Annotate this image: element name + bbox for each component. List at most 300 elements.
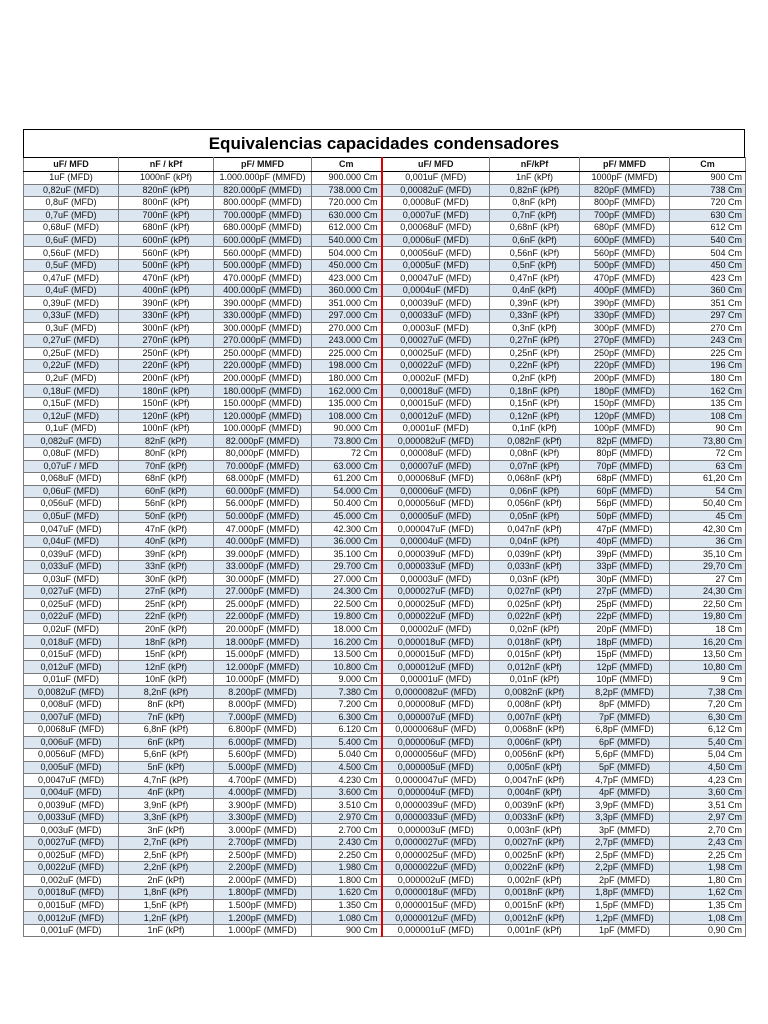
cell-cm-right: 738 Cm: [670, 184, 746, 197]
table-row: [24, 535, 746, 548]
cell-pf-left: 68.000pF (MMFD): [214, 473, 312, 486]
cell-cm-left: 50.400 Cm: [312, 498, 382, 511]
cell-pf-left: 250.000pF (MMFD): [214, 347, 312, 360]
cell-nf-right: 0,056nF (kPf): [490, 498, 580, 511]
cell-pf-left: 1.500pF (MMFD): [214, 899, 312, 912]
table-row: [24, 460, 746, 473]
cell-pf-right: 1,8pF (MMFD): [580, 887, 670, 900]
cell-cm-right: 63 Cm: [670, 460, 746, 473]
table-row: [24, 736, 746, 749]
cell-pf-right: 8,2pF (MMFD): [580, 686, 670, 699]
table-row: [24, 422, 746, 435]
cell-nf-left: 2,5nF (kPf): [119, 849, 214, 862]
cell-cm-left: 900.000 Cm: [312, 172, 382, 185]
cell-nf-right: 0,07nF (kPf): [490, 460, 580, 473]
cell-pf-left: 1.800pF (MMFD): [214, 887, 312, 900]
cell-cm-left: 2.430 Cm: [312, 836, 382, 849]
cell-nf-right: 0,02nF (kPf): [490, 623, 580, 636]
cell-nf-left: 180nF (kPf): [119, 385, 214, 398]
cell-pf-right: 680pF (MMFD): [580, 222, 670, 235]
cell-nf-left: 68nF (kPf): [119, 473, 214, 486]
cell-uf-right: 0,00082uF (MFD): [382, 184, 490, 197]
table-row: [24, 749, 746, 762]
header-nf-left: nF / kPf: [119, 158, 214, 172]
cell-nf-right: 0,33nF (kPf): [490, 310, 580, 323]
table-row: [24, 360, 746, 373]
cell-cm-left: 61.200 Cm: [312, 473, 382, 486]
table-row: [24, 887, 746, 900]
cell-uf-left: 0,033uF (MFD): [24, 560, 119, 573]
cell-pf-left: 270.000pF (MMFD): [214, 335, 312, 348]
cell-uf-left: 0,25uF (MFD): [24, 347, 119, 360]
cell-uf-right: 0,0003uF (MFD): [382, 322, 490, 335]
cell-pf-right: 4pF (MMFD): [580, 786, 670, 799]
cell-nf-left: 60nF (kPf): [119, 485, 214, 498]
cell-uf-left: 0,04uF (MFD): [24, 535, 119, 548]
cell-nf-right: 0,12nF (kPf): [490, 410, 580, 423]
cell-pf-right: 300pF (MMFD): [580, 322, 670, 335]
table-row: [24, 209, 746, 222]
cell-uf-left: 0,05uF (MFD): [24, 510, 119, 523]
table-row: [24, 586, 746, 599]
cell-nf-left: 600nF (kPf): [119, 234, 214, 247]
cell-uf-left: 0,82uF (MFD): [24, 184, 119, 197]
cell-pf-left: 100.000pF (MMFD): [214, 422, 312, 435]
table-row: [24, 310, 746, 323]
cell-cm-left: 4.500 Cm: [312, 761, 382, 774]
table-row: [24, 560, 746, 573]
cell-nf-right: 0,08nF (kPf): [490, 448, 580, 461]
cell-cm-left: 9.000 Cm: [312, 673, 382, 686]
cell-nf-left: 1,5nF (kPf): [119, 899, 214, 912]
cell-nf-left: 2nF (kPf): [119, 874, 214, 887]
cell-pf-left: 40.000pF (MMFD): [214, 535, 312, 548]
cell-uf-right: 0,00008uF (MFD): [382, 448, 490, 461]
cell-cm-left: 1.080 Cm: [312, 912, 382, 925]
table-row: [24, 924, 746, 937]
table-row: [24, 661, 746, 674]
cell-pf-left: 7.000pF (MMFD): [214, 711, 312, 724]
cell-nf-left: 2,7nF (kPf): [119, 836, 214, 849]
table-row: [24, 912, 746, 925]
table-row: [24, 774, 746, 787]
cell-uf-right: 0,000068uF (MFD): [382, 473, 490, 486]
cell-pf-right: 40pF (MMFD): [580, 535, 670, 548]
cell-pf-left: 15.000pF (MMFD): [214, 648, 312, 661]
cell-cm-right: 29,70 Cm: [670, 560, 746, 573]
cell-nf-right: 0,0018nF (kPf): [490, 887, 580, 900]
cell-nf-left: 4nF (kPf): [119, 786, 214, 799]
cell-pf-right: 150pF (MMFD): [580, 397, 670, 410]
cell-uf-right: 0,0000082uF (MFD): [382, 686, 490, 699]
cell-uf-left: 0,3uF (MFD): [24, 322, 119, 335]
cell-uf-right: 0,001uF (MFD): [382, 172, 490, 185]
cell-nf-left: 560nF (kPf): [119, 247, 214, 260]
cell-uf-left: 0,0025uF (MFD): [24, 849, 119, 862]
cell-cm-left: 1.620 Cm: [312, 887, 382, 900]
cell-cm-right: 720 Cm: [670, 197, 746, 210]
cell-uf-left: 0,0039uF (MFD): [24, 799, 119, 812]
cell-uf-right: 0,00018uF (MFD): [382, 385, 490, 398]
cell-uf-left: 0,003uF (MFD): [24, 824, 119, 837]
cell-nf-right: 0,0025nF (kPf): [490, 849, 580, 862]
cell-uf-right: 0,0000025uF (MFD): [382, 849, 490, 862]
cell-cm-right: 16,20 Cm: [670, 636, 746, 649]
cell-pf-left: 150.000pF (MMFD): [214, 397, 312, 410]
cell-nf-left: 3,9nF (kPf): [119, 799, 214, 812]
cell-cm-right: 450 Cm: [670, 259, 746, 272]
cell-cm-right: 1,08 Cm: [670, 912, 746, 925]
cell-pf-right: 70pF (MMFD): [580, 460, 670, 473]
cell-uf-right: 0,000003uF (MFD): [382, 824, 490, 837]
cell-cm-right: 50,40 Cm: [670, 498, 746, 511]
cell-nf-right: 0,006nF (kPf): [490, 736, 580, 749]
cell-cm-left: 19.800 Cm: [312, 611, 382, 624]
cell-pf-left: 5.600pF (MMFD): [214, 749, 312, 762]
cell-cm-left: 10.800 Cm: [312, 661, 382, 674]
cell-uf-left: 0,0068uF (MFD): [24, 724, 119, 737]
cell-cm-left: 29.700 Cm: [312, 560, 382, 573]
cell-nf-left: 400nF (kPf): [119, 284, 214, 297]
cell-uf-right: 0,000001uF (MFD): [382, 924, 490, 937]
cell-cm-right: 243 Cm: [670, 335, 746, 348]
cell-nf-right: 0,7nF (kPf): [490, 209, 580, 222]
cell-pf-left: 8.200pF (MMFD): [214, 686, 312, 699]
cell-pf-right: 820pF (MMFD): [580, 184, 670, 197]
cell-pf-right: 2pF (MMFD): [580, 874, 670, 887]
cell-pf-right: 1,2pF (MMFD): [580, 912, 670, 925]
cell-nf-right: 0,0056nF (kPf): [490, 749, 580, 762]
cell-nf-right: 0,0022nF (kPf): [490, 862, 580, 875]
cell-pf-left: 12.000pF (MMFD): [214, 661, 312, 674]
cell-uf-right: 0,000005uF (MFD): [382, 761, 490, 774]
cell-uf-right: 0,00002uF (MFD): [382, 623, 490, 636]
cell-cm-right: 22,50 Cm: [670, 598, 746, 611]
cell-nf-left: 1,2nF (kPf): [119, 912, 214, 925]
cell-pf-right: 27pF (MMFD): [580, 586, 670, 599]
table-row: [24, 473, 746, 486]
table-row: [24, 849, 746, 862]
cell-nf-left: 470nF (kPf): [119, 272, 214, 285]
cell-cm-right: 3,60 Cm: [670, 786, 746, 799]
cell-pf-right: 6,8pF (MMFD): [580, 724, 670, 737]
cell-pf-left: 22.000pF (MMFD): [214, 611, 312, 624]
cell-pf-right: 22pF (MMFD): [580, 611, 670, 624]
cell-pf-left: 120.000pF (MMFD): [214, 410, 312, 423]
cell-pf-right: 390pF (MMFD): [580, 297, 670, 310]
table-body: [24, 172, 746, 937]
cell-uf-left: 0,01uF (MFD): [24, 673, 119, 686]
cell-uf-right: 0,0006uF (MFD): [382, 234, 490, 247]
cell-cm-right: 61,20 Cm: [670, 473, 746, 486]
cell-cm-left: 45.000 Cm: [312, 510, 382, 523]
cell-nf-right: 0,18nF (kPf): [490, 385, 580, 398]
cell-pf-left: 18.000pF (MMFD): [214, 636, 312, 649]
cell-pf-right: 6pF (MMFD): [580, 736, 670, 749]
cell-pf-right: 18pF (MMFD): [580, 636, 670, 649]
cell-uf-left: 0,06uF (MFD): [24, 485, 119, 498]
cell-pf-right: 39pF (MMFD): [580, 548, 670, 561]
cell-nf-left: 330nF (kPf): [119, 310, 214, 323]
cell-cm-left: 6.300 Cm: [312, 711, 382, 724]
cell-cm-left: 450.000 Cm: [312, 259, 382, 272]
cell-nf-right: 0,0033nF (kPf): [490, 811, 580, 824]
cell-nf-left: 4,7nF (kPf): [119, 774, 214, 787]
table-row: [24, 611, 746, 624]
cell-cm-right: 90 Cm: [670, 422, 746, 435]
table-row: [24, 410, 746, 423]
table-row: [24, 899, 746, 912]
cell-uf-right: 0,0002uF (MFD): [382, 372, 490, 385]
cell-pf-right: 15pF (MMFD): [580, 648, 670, 661]
cell-nf-left: 820nF (kPf): [119, 184, 214, 197]
cell-pf-right: 68pF (MMFD): [580, 473, 670, 486]
cell-uf-left: 0,39uF (MFD): [24, 297, 119, 310]
cell-uf-left: 0,0022uF (MFD): [24, 862, 119, 875]
cell-pf-left: 2.500pF (MMFD): [214, 849, 312, 862]
header-uf-left: uF/ MFD: [24, 158, 119, 172]
cell-uf-right: 0,00027uF (MFD): [382, 335, 490, 348]
cell-nf-right: 0,033nF (kPf): [490, 560, 580, 573]
cell-pf-right: 220pF (MMFD): [580, 360, 670, 373]
cell-uf-right: 0,0000047uF (MFD): [382, 774, 490, 787]
cell-uf-right: 0,000082uF (MFD): [382, 435, 490, 448]
cell-uf-left: 0,008uF (MFD): [24, 698, 119, 711]
cell-uf-left: 0,0012uF (MFD): [24, 912, 119, 925]
cell-uf-right: 0,0000033uF (MFD): [382, 811, 490, 824]
cell-uf-left: 0,03uF (MFD): [24, 573, 119, 586]
header-nf-right: nF/kPf: [490, 158, 580, 172]
cell-nf-left: 27nF (kPf): [119, 586, 214, 599]
table-row: [24, 761, 746, 774]
cell-cm-right: 1,98 Cm: [670, 862, 746, 875]
cell-nf-right: 0,1nF (kPf): [490, 422, 580, 435]
cell-uf-left: 0,0018uF (MFD): [24, 887, 119, 900]
cell-pf-left: 27.000pF (MMFD): [214, 586, 312, 599]
table-row: [24, 222, 746, 235]
cell-cm-left: 108.000 Cm: [312, 410, 382, 423]
cell-nf-left: 15nF (kPf): [119, 648, 214, 661]
table-row: [24, 397, 746, 410]
table-row: [24, 172, 746, 185]
cell-pf-right: 56pF (MMFD): [580, 498, 670, 511]
cell-pf-left: 25.000pF (MMFD): [214, 598, 312, 611]
cell-nf-left: 100nF (kPf): [119, 422, 214, 435]
page-title: Equivalencias capacidades condensadores: [23, 129, 745, 157]
cell-pf-right: 60pF (MMFD): [580, 485, 670, 498]
cell-uf-left: 0,015uF (MFD): [24, 648, 119, 661]
cell-uf-left: 0,7uF (MFD): [24, 209, 119, 222]
cell-nf-right: 0,001nF (kPf): [490, 924, 580, 937]
cell-nf-left: 1,8nF (kPf): [119, 887, 214, 900]
table-row: [24, 548, 746, 561]
table-row: [24, 284, 746, 297]
table-row: [24, 824, 746, 837]
cell-nf-right: 0,8nF (kPf): [490, 197, 580, 210]
cell-uf-left: 0,02uF (MFD): [24, 623, 119, 636]
cell-cm-right: 2,25 Cm: [670, 849, 746, 862]
table-row: [24, 786, 746, 799]
cell-pf-right: 12pF (MMFD): [580, 661, 670, 674]
cell-uf-left: 0,47uF (MFD): [24, 272, 119, 285]
cell-cm-right: 72 Cm: [670, 448, 746, 461]
cell-uf-right: 0,0000039uF (MFD): [382, 799, 490, 812]
table-row: [24, 234, 746, 247]
cell-uf-right: 0,000022uF (MFD): [382, 611, 490, 624]
table-row: [24, 184, 746, 197]
document: [23, 129, 745, 937]
cell-uf-left: 0,0082uF (MFD): [24, 686, 119, 699]
cell-uf-right: 0,00022uF (MFD): [382, 360, 490, 373]
capacitance-table: [23, 157, 746, 937]
cell-pf-right: 500pF (MMFD): [580, 259, 670, 272]
cell-pf-left: 1.000pF (MMFD): [214, 924, 312, 937]
cell-pf-right: 47pF (MMFD): [580, 523, 670, 536]
cell-nf-right: 0,0047nF (kPf): [490, 774, 580, 787]
cell-pf-left: 470.000pF (MMFD): [214, 272, 312, 285]
cell-pf-left: 20.000pF (MMFD): [214, 623, 312, 636]
table-row: [24, 448, 746, 461]
cell-nf-right: 0,082nF (kPf): [490, 435, 580, 448]
cell-cm-left: 6.120 Cm: [312, 724, 382, 737]
cell-uf-right: 0,0000012uF (MFD): [382, 912, 490, 925]
cell-cm-right: 0,90 Cm: [670, 924, 746, 937]
cell-nf-right: 0,01nF (kPf): [490, 673, 580, 686]
table-row: [24, 335, 746, 348]
cell-nf-right: 0,25nF (kPf): [490, 347, 580, 360]
table-row: [24, 686, 746, 699]
cell-pf-right: 82pF (MMFD): [580, 435, 670, 448]
cell-uf-right: 0,0008uF (MFD): [382, 197, 490, 210]
cell-uf-right: 0,00015uF (MFD): [382, 397, 490, 410]
cell-nf-left: 70nF (kPf): [119, 460, 214, 473]
cell-nf-left: 25nF (kPf): [119, 598, 214, 611]
cell-nf-left: 18nF (kPf): [119, 636, 214, 649]
cell-uf-right: 0,00025uF (MFD): [382, 347, 490, 360]
table-row: [24, 385, 746, 398]
cell-cm-left: 35.100 Cm: [312, 548, 382, 561]
cell-nf-left: 680nF (kPf): [119, 222, 214, 235]
cell-uf-left: 0,15uF (MFD): [24, 397, 119, 410]
cell-uf-right: 0,00007uF (MFD): [382, 460, 490, 473]
table-row: [24, 435, 746, 448]
cell-cm-left: 1.980 Cm: [312, 862, 382, 875]
cell-nf-right: 0,39nF (kPf): [490, 297, 580, 310]
cell-pf-right: 2,5pF (MMFD): [580, 849, 670, 862]
cell-nf-left: 7nF (kPf): [119, 711, 214, 724]
cell-nf-left: 33nF (kPf): [119, 560, 214, 573]
cell-nf-right: 0,15nF (kPf): [490, 397, 580, 410]
header-pf-left: pF/ MMFD: [214, 158, 312, 172]
cell-cm-left: 360.000 Cm: [312, 284, 382, 297]
cell-pf-left: 680.000pF (MMFD): [214, 222, 312, 235]
cell-uf-right: 0,00012uF (MFD): [382, 410, 490, 423]
cell-nf-right: 0,0039nF (kPf): [490, 799, 580, 812]
cell-cm-right: 612 Cm: [670, 222, 746, 235]
cell-uf-right: 0,000007uF (MFD): [382, 711, 490, 724]
cell-nf-right: 0,5nF (kPf): [490, 259, 580, 272]
cell-uf-left: 0,33uF (MFD): [24, 310, 119, 323]
table-row: [24, 673, 746, 686]
cell-cm-right: 630 Cm: [670, 209, 746, 222]
cell-pf-left: 1.000.000pF (MMFD): [214, 172, 312, 185]
table-row: [24, 698, 746, 711]
cell-cm-right: 4,50 Cm: [670, 761, 746, 774]
cell-cm-right: 19,80 Cm: [670, 611, 746, 624]
cell-uf-left: 0,0015uF (MFD): [24, 899, 119, 912]
cell-pf-left: 50.000pF (MMFD): [214, 510, 312, 523]
table-row: [24, 799, 746, 812]
cell-pf-left: 700.000pF (MMFD): [214, 209, 312, 222]
cell-nf-right: 0,003nF (kPf): [490, 824, 580, 837]
table-row: [24, 874, 746, 887]
cell-pf-left: 33.000pF (MMFD): [214, 560, 312, 573]
table-row: [24, 598, 746, 611]
cell-pf-right: 250pF (MMFD): [580, 347, 670, 360]
cell-nf-left: 150nF (kPf): [119, 397, 214, 410]
cell-nf-left: 800nF (kPf): [119, 197, 214, 210]
cell-pf-right: 560pF (MMFD): [580, 247, 670, 260]
cell-cm-left: 225.000 Cm: [312, 347, 382, 360]
cell-uf-right: 0,000039uF (MFD): [382, 548, 490, 561]
cell-cm-left: 22.500 Cm: [312, 598, 382, 611]
cell-cm-right: 10,80 Cm: [670, 661, 746, 674]
cell-cm-left: 2.700 Cm: [312, 824, 382, 837]
cell-pf-right: 33pF (MMFD): [580, 560, 670, 573]
cell-pf-right: 30pF (MMFD): [580, 573, 670, 586]
cell-cm-right: 1,62 Cm: [670, 887, 746, 900]
cell-pf-right: 330pF (MMFD): [580, 310, 670, 323]
cell-uf-left: 0,022uF (MFD): [24, 611, 119, 624]
cell-uf-left: 0,1uF (MFD): [24, 422, 119, 435]
table-row: [24, 485, 746, 498]
table-row: [24, 297, 746, 310]
cell-uf-left: 0,039uF (MFD): [24, 548, 119, 561]
cell-cm-right: 360 Cm: [670, 284, 746, 297]
cell-nf-right: 0,018nF (kPf): [490, 636, 580, 649]
cell-cm-right: 7,20 Cm: [670, 698, 746, 711]
cell-pf-left: 820.000pF (MMFD): [214, 184, 312, 197]
cell-uf-right: 0,00006uF (MFD): [382, 485, 490, 498]
cell-cm-right: 108 Cm: [670, 410, 746, 423]
cell-pf-left: 10.000pF (MMFD): [214, 673, 312, 686]
cell-pf-left: 3.900pF (MMFD): [214, 799, 312, 812]
cell-nf-right: 0,0027nF (kPf): [490, 836, 580, 849]
cell-nf-left: 12nF (kPf): [119, 661, 214, 674]
cell-uf-left: 1uF (MFD): [24, 172, 119, 185]
cell-nf-right: 0,05nF (kPf): [490, 510, 580, 523]
cell-nf-right: 0,56nF (kPf): [490, 247, 580, 260]
table-row: [24, 372, 746, 385]
cell-cm-left: 1.800 Cm: [312, 874, 382, 887]
cell-cm-right: 196 Cm: [670, 360, 746, 373]
cell-pf-right: 180pF (MMFD): [580, 385, 670, 398]
cell-nf-right: 0,027nF (kPf): [490, 586, 580, 599]
cell-pf-right: 50pF (MMFD): [580, 510, 670, 523]
cell-uf-left: 0,018uF (MFD): [24, 636, 119, 649]
cell-uf-left: 0,004uF (MFD): [24, 786, 119, 799]
cell-pf-right: 7pF (MMFD): [580, 711, 670, 724]
cell-cm-left: 540.000 Cm: [312, 234, 382, 247]
cell-cm-right: 13,50 Cm: [670, 648, 746, 661]
cell-nf-right: 0,007nF (kPf): [490, 711, 580, 724]
cell-cm-right: 1,35 Cm: [670, 899, 746, 912]
cell-uf-right: 0,000025uF (MFD): [382, 598, 490, 611]
cell-cm-right: 540 Cm: [670, 234, 746, 247]
cell-cm-right: 270 Cm: [670, 322, 746, 335]
cell-nf-left: 500nF (kPf): [119, 259, 214, 272]
cell-uf-left: 0,082uF (MFD): [24, 435, 119, 448]
